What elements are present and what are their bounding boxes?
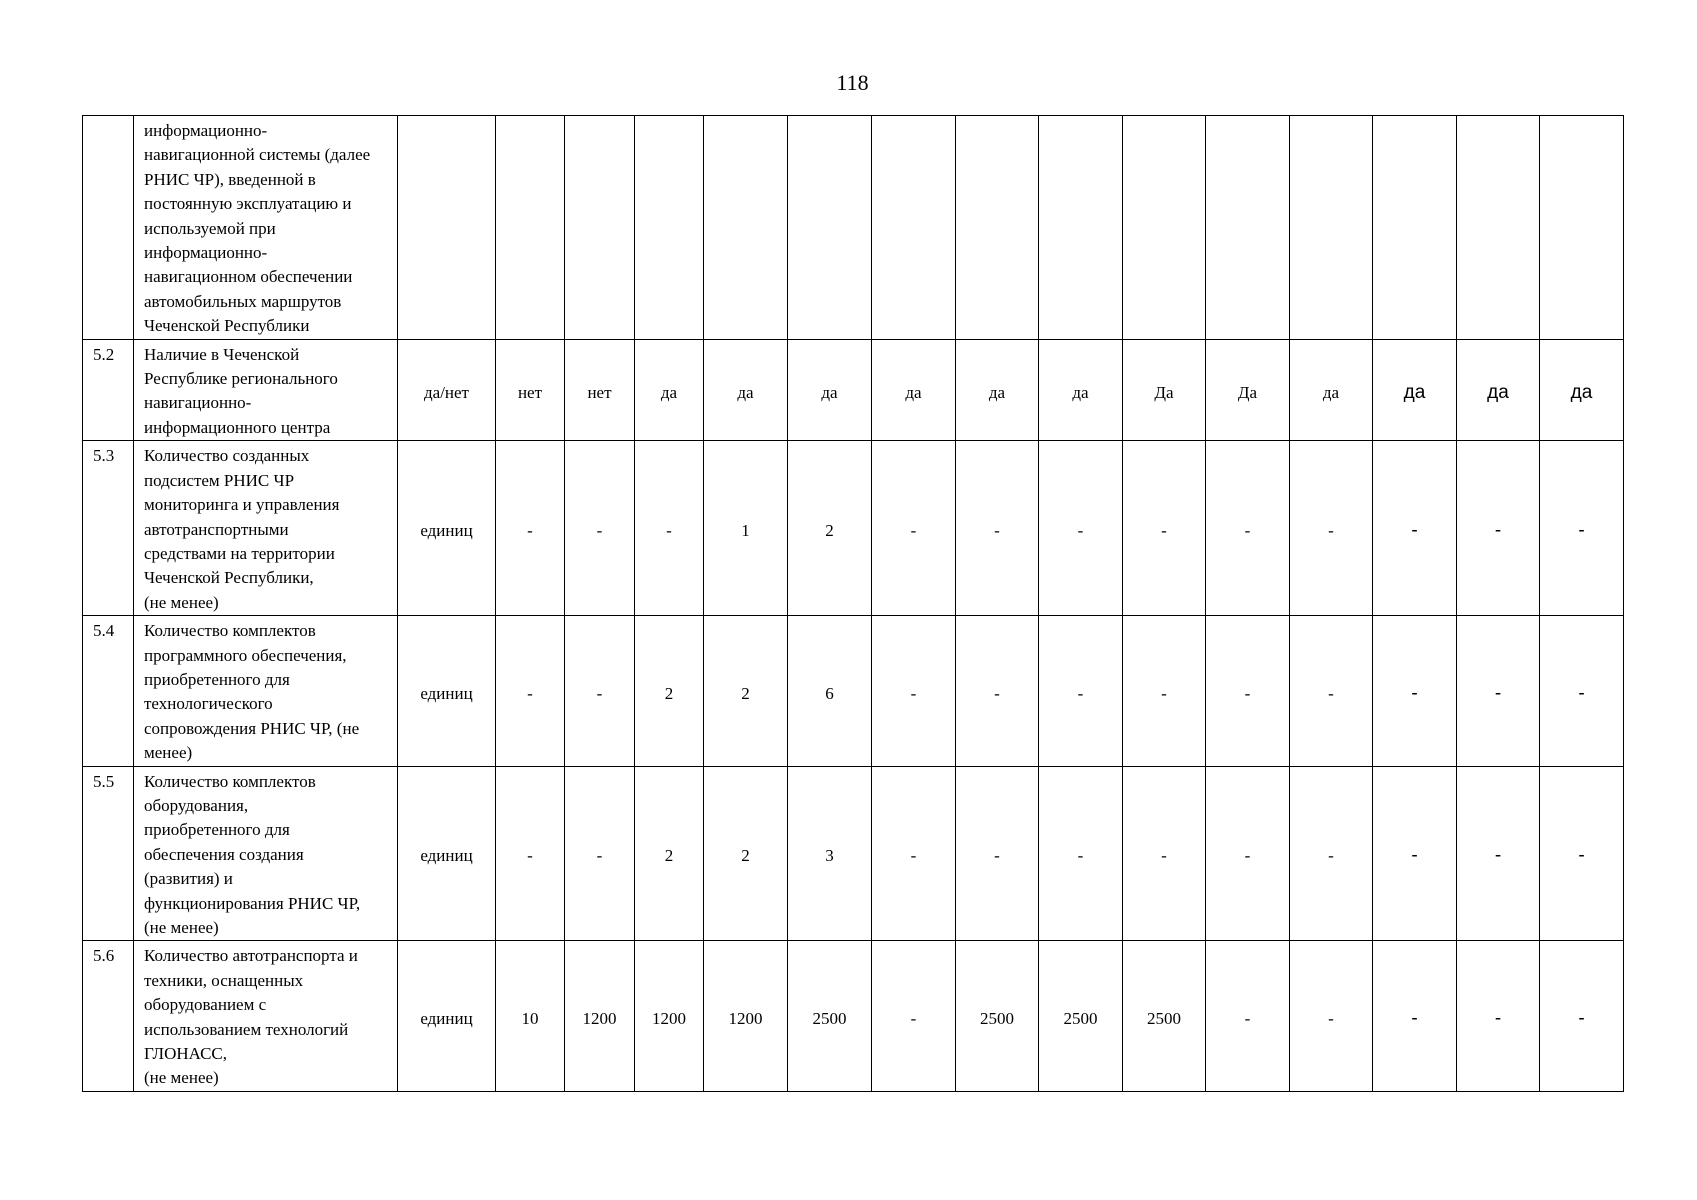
value-cell — [496, 116, 565, 340]
indicator-name-cell: Количество автотранспорта и техники, оснащенных оборудованием с использованием технологий ГЛОНАСС, (не менее) — [134, 941, 398, 1091]
value-cell: 2500 — [956, 941, 1039, 1091]
value-cell: 2500 — [1123, 941, 1206, 1091]
value-cell: - — [635, 441, 704, 616]
value-cell — [956, 116, 1039, 340]
value-cell: - — [956, 616, 1039, 766]
value-cell: нет — [496, 339, 565, 441]
value-cell: - — [872, 441, 956, 616]
value-cell: 2 — [635, 616, 704, 766]
table-row — [83, 616, 1624, 766]
table-row — [83, 116, 1624, 340]
value-cell: 2500 — [788, 941, 872, 1091]
value-cell: Да — [1123, 339, 1206, 441]
value-cell: - — [1290, 941, 1373, 1091]
value-cell: - — [496, 616, 565, 766]
value-cell: - — [1290, 616, 1373, 766]
indicators-table — [82, 115, 1624, 1092]
value-cell: - — [1290, 441, 1373, 616]
value-cell: да — [956, 339, 1039, 441]
value-cell: - — [1123, 766, 1206, 941]
value-cell — [635, 116, 704, 340]
value-cell: - — [1039, 616, 1123, 766]
value-cell: - — [1540, 441, 1624, 616]
value-cell: 3 — [788, 766, 872, 941]
value-cell: - — [1373, 941, 1457, 1091]
value-cell: - — [1039, 441, 1123, 616]
value-cell: 6 — [788, 616, 872, 766]
value-cell — [1540, 116, 1624, 340]
value-cell — [1206, 116, 1290, 340]
row-number-cell: 5.2 — [83, 339, 134, 441]
value-cell: 1200 — [704, 941, 788, 1091]
value-cell: - — [1206, 766, 1290, 941]
row-number-cell: 5.3 — [83, 441, 134, 616]
value-cell: 2 — [704, 766, 788, 941]
row-number-cell: 5.6 — [83, 941, 134, 1091]
value-cell: - — [1206, 441, 1290, 616]
value-cell — [1373, 116, 1457, 340]
value-cell: 2 — [788, 441, 872, 616]
value-cell: да — [872, 339, 956, 441]
value-cell: 1200 — [565, 941, 635, 1091]
value-cell — [704, 116, 788, 340]
value-cell: - — [872, 766, 956, 941]
value-cell: - — [565, 616, 635, 766]
value-cell: - — [956, 766, 1039, 941]
table-row — [83, 339, 1624, 441]
value-cell: - — [1123, 441, 1206, 616]
value-cell: 2500 — [1039, 941, 1123, 1091]
value-cell: - — [872, 941, 956, 1091]
value-cell: - — [1373, 441, 1457, 616]
value-cell: да — [1457, 339, 1540, 441]
value-cell — [1290, 116, 1373, 340]
value-cell: - — [1457, 941, 1540, 1091]
value-cell: - — [1206, 616, 1290, 766]
value-cell: - — [1290, 766, 1373, 941]
value-cell — [565, 116, 635, 340]
value-cell — [1039, 116, 1123, 340]
value-cell: - — [1457, 766, 1540, 941]
table-row — [83, 941, 1624, 1091]
value-cell: - — [956, 441, 1039, 616]
value-cell: - — [1540, 941, 1624, 1091]
value-cell: - — [1540, 616, 1624, 766]
value-cell: 1200 — [635, 941, 704, 1091]
value-cell: да — [1373, 339, 1457, 441]
indicator-name-cell: Количество созданных подсистем РНИС ЧР мониторинга и управления автотранспортными средствами на территории Чеченской Республики, (не менее) — [134, 441, 398, 616]
table-row — [83, 766, 1624, 941]
value-cell: Да — [1206, 339, 1290, 441]
unit-cell: единиц — [398, 941, 496, 1091]
value-cell — [1457, 116, 1540, 340]
page-number: 118 — [836, 70, 869, 95]
unit-cell: да/нет — [398, 339, 496, 441]
value-cell — [1123, 116, 1206, 340]
row-number-cell: 5.4 — [83, 616, 134, 766]
value-cell: да — [1290, 339, 1373, 441]
value-cell: - — [872, 616, 956, 766]
indicator-name-cell: Наличие в Чеченской Республике регионального навигационно- информационного центра — [134, 339, 398, 441]
unit-cell: единиц — [398, 616, 496, 766]
value-cell: - — [1206, 941, 1290, 1091]
value-cell: - — [565, 766, 635, 941]
value-cell: - — [1457, 616, 1540, 766]
value-cell — [788, 116, 872, 340]
indicator-name-cell: информационно- навигационной системы (далее РНИС ЧР), введенной в постоянную эксплуатацию и используемой при информационно- навигационном обеспечении автомобильных маршрутов Чеченской Республики — [134, 116, 398, 340]
indicator-name-cell: Количество комплектов программного обеспечения, приобретенного для технологического сопровождения РНИС ЧР, (не менее) — [134, 616, 398, 766]
value-cell: да — [1039, 339, 1123, 441]
value-cell: да — [635, 339, 704, 441]
value-cell: - — [1540, 766, 1624, 941]
value-cell: - — [1373, 766, 1457, 941]
value-cell: - — [1457, 441, 1540, 616]
value-cell: да — [1540, 339, 1624, 441]
value-cell: - — [1123, 616, 1206, 766]
value-cell: - — [1039, 766, 1123, 941]
value-cell: - — [496, 766, 565, 941]
unit-cell — [398, 116, 496, 340]
row-number-cell: 5.5 — [83, 766, 134, 941]
value-cell: 1 — [704, 441, 788, 616]
unit-cell: единиц — [398, 766, 496, 941]
value-cell: 10 — [496, 941, 565, 1091]
value-cell — [872, 116, 956, 340]
unit-cell: единиц — [398, 441, 496, 616]
indicator-name-cell: Количество комплектов оборудования, приобретенного для обеспечения создания (развития) и функционирования РНИС ЧР, (не менее) — [134, 766, 398, 941]
value-cell: нет — [565, 339, 635, 441]
value-cell: 2 — [635, 766, 704, 941]
value-cell: - — [565, 441, 635, 616]
value-cell: 2 — [704, 616, 788, 766]
table-row — [83, 441, 1624, 616]
row-number-cell — [83, 116, 134, 340]
value-cell: да — [788, 339, 872, 441]
value-cell: - — [1373, 616, 1457, 766]
value-cell: - — [496, 441, 565, 616]
value-cell: да — [704, 339, 788, 441]
